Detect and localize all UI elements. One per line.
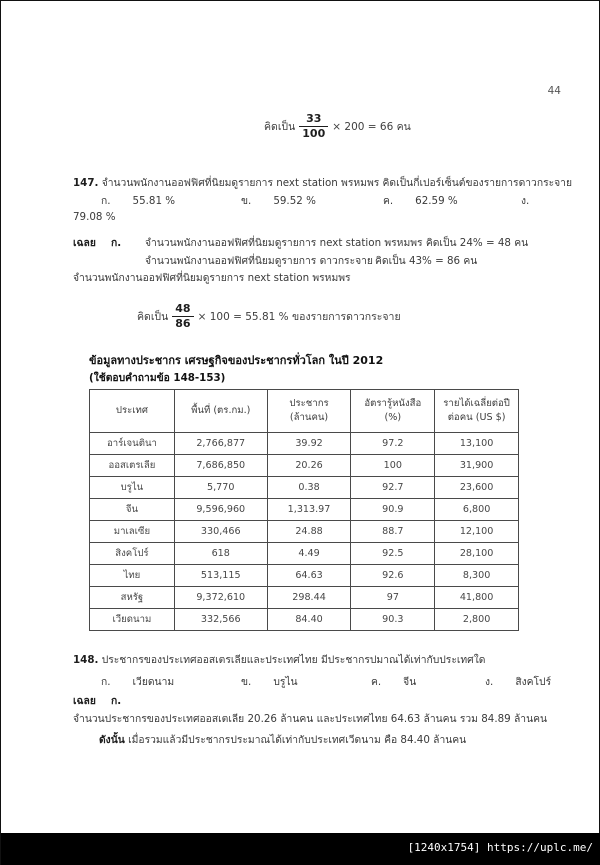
choice-147-d-label: ง. — [521, 195, 530, 207]
cell-area: 9,372,610 — [174, 587, 267, 609]
table-header-country — [90, 390, 175, 433]
formula-147-suffix: × 100 = 55.81 % ของรายการดาวกระจาย — [197, 310, 401, 323]
answer-148-conclusion — [99, 732, 573, 750]
choice-148-c-label: ค. — [371, 676, 382, 688]
table-body — [90, 433, 519, 631]
cell-country: เวียดนาม — [90, 609, 175, 631]
cell-literacy: 100 — [351, 455, 435, 477]
cell-area: 618 — [174, 543, 267, 565]
cell-country: อาร์เจนตินา — [90, 433, 175, 455]
answer-147-line2-right: คิดเป็น 43% = 86 คน — [375, 254, 478, 267]
answer-148-tag: เฉลย — [73, 695, 96, 707]
choice-148-b[interactable] — [241, 673, 298, 690]
table-header-population-l2: (ล้านคน) — [289, 412, 329, 423]
cell-income: 41,800 — [435, 587, 519, 609]
cell-area: 7,686,850 — [174, 455, 267, 477]
choice-147-a-label: ก. — [101, 195, 111, 207]
question-147-text: จำนวนพนักงานออฟฟิศที่นิยมดูรายการ next station พรหมพร คิดเป็นกี่เปอร์เซ็นต์ของรายการดาวกระจาย — [101, 177, 572, 189]
cell-income: 2,800 — [435, 609, 519, 631]
answer-148 — [73, 693, 573, 750]
cell-population: 298.44 — [267, 587, 351, 609]
cell-population: 20.26 — [267, 455, 351, 477]
cell-income: 8,300 — [435, 565, 519, 587]
cell-income: 12,100 — [435, 521, 519, 543]
question-147 — [73, 176, 573, 192]
cell-income: 28,100 — [435, 543, 519, 565]
cell-country: สิงคโปร์ — [90, 543, 175, 565]
choice-148-d-value: สิงคโปร์ — [515, 676, 552, 688]
choice-147-b[interactable] — [241, 193, 316, 209]
table-header-literacy-l2: (%) — [384, 412, 402, 423]
choice-147-b-label: ข. — [241, 195, 252, 207]
formula-top-suffix: × 200 = 66 คน — [332, 120, 411, 133]
choice-148-d[interactable] — [485, 673, 551, 690]
table-row — [90, 543, 519, 565]
table-header-population — [267, 390, 351, 433]
table-header-literacy — [351, 390, 435, 433]
table-row — [90, 521, 519, 543]
cell-area: 330,466 — [174, 521, 267, 543]
choice-147-c[interactable] — [383, 193, 458, 209]
table-header-income-l1: รายได้เฉลี่ยต่อปี — [443, 398, 510, 410]
answer-147-line2 — [145, 253, 573, 271]
answer-147-line3: จำนวนพนักงานออฟฟิศที่นิยมดูรายการ next station พรหมพร — [73, 272, 351, 285]
choice-148-c[interactable] — [371, 673, 416, 690]
table-header-area-l1: พื้นที่ (ตร.กม.) — [191, 405, 251, 417]
formula-top-fraction — [299, 113, 328, 139]
choice-147-c-value: 62.59 % — [415, 195, 458, 207]
cell-country: จีน — [90, 499, 175, 521]
table-row — [90, 433, 519, 455]
formula-147-fraction — [172, 303, 193, 329]
cell-country: บรูไน — [90, 477, 175, 499]
cell-population: 84.40 — [267, 609, 351, 631]
question-147-number: 147. — [73, 177, 99, 189]
table-header-income-l2: ต่อคน (US $) — [447, 412, 506, 423]
cell-population: 24.88 — [267, 521, 351, 543]
cell-literacy: 97.2 — [351, 433, 435, 455]
choice-148-b-label: ข. — [241, 676, 252, 688]
answer-148-choice: ก. — [111, 695, 122, 707]
answer-147-tag: เฉลย — [73, 237, 96, 249]
cell-population: 39.92 — [267, 433, 351, 455]
formula-top-prefix: คิดเป็น — [264, 120, 296, 133]
answer-147-line1: จำนวนพนักงานออฟฟิศที่นิยมดูรายการ next station พรหมพร คิดเป็น 24% = 48 คน — [145, 237, 529, 249]
cell-income: 31,900 — [435, 455, 519, 477]
question-147-choices — [73, 193, 583, 225]
table-header-row — [90, 390, 519, 433]
cell-population: 0.38 — [267, 477, 351, 499]
population-data-table — [89, 389, 519, 631]
answer-147-line2-left: จำนวนพนักงานออฟฟิศที่นิยมดูรายการ ดาวกระจาย — [145, 254, 373, 267]
cell-country: สหรัฐ — [90, 587, 175, 609]
cell-income: 13,100 — [435, 433, 519, 455]
formula-top-numerator: 33 — [306, 112, 322, 125]
question-148-text: ประชากรของประเทศออสเตรเลียและประเทศไทย มีประชากรปมาณได้เท่ากับประเทศใด — [101, 654, 486, 666]
cell-area: 332,566 — [174, 609, 267, 631]
formula-147-denominator: 86 — [172, 316, 193, 330]
question-148-choices — [73, 673, 583, 691]
page-number: 44 — [547, 85, 561, 97]
cell-literacy: 92.6 — [351, 565, 435, 587]
cell-area: 5,770 — [174, 477, 267, 499]
cell-country: ไทย — [90, 565, 175, 587]
choice-148-c-value: จีน — [403, 676, 417, 688]
table-header-population-l1: ประชากร — [289, 398, 329, 410]
answer-148-conclusion-text: เมื่อรวมแล้วมีประชากรประมาณได้เท่ากับประเทศเวีดนาม คือ 84.40 ล้านคน — [128, 734, 467, 747]
cell-literacy: 97 — [351, 587, 435, 609]
cell-population: 4.49 — [267, 543, 351, 565]
choice-row — [73, 193, 583, 209]
cell-country: มาเลเซีย — [90, 521, 175, 543]
table-row — [90, 587, 519, 609]
cell-area: 513,115 — [174, 565, 267, 587]
choice-row-wrap — [73, 209, 583, 225]
table-title: ข้อมูลทางประชากร เศรษฐกิจของประชากรทั่วโลก ในปี 2012 — [89, 354, 384, 367]
cell-literacy: 90.9 — [351, 499, 435, 521]
cell-area: 2,766,877 — [174, 433, 267, 455]
cell-literacy: 88.7 — [351, 521, 435, 543]
answer-148-conclusion-label: ดังนั้น — [99, 734, 125, 747]
cell-population: 64.63 — [267, 565, 351, 587]
choice-148-a[interactable] — [101, 673, 174, 690]
answer-147-choice: ก. — [111, 237, 122, 249]
cell-income: 23,600 — [435, 477, 519, 499]
footer-bar — [1, 833, 600, 865]
formula-147-answer — [137, 303, 401, 329]
answer-147 — [73, 235, 573, 288]
table-row — [90, 609, 519, 631]
page-sheet — [1, 1, 599, 834]
choice-147-b-value: 59.52 % — [273, 195, 316, 207]
choice-148-a-label: ก. — [101, 676, 111, 688]
choice-147-a-value: 55.81 % — [132, 195, 176, 207]
question-148-number: 148. — [73, 654, 99, 666]
table-row — [90, 565, 519, 587]
cell-income: 6,800 — [435, 499, 519, 521]
choice-148-b-value: บรูไน — [273, 676, 298, 688]
footer-watermark-text: [1240x1754] https://uplc.me/ — [407, 841, 593, 854]
cell-area: 9,596,960 — [174, 499, 267, 521]
question-148 — [73, 653, 583, 669]
cell-literacy: 92.7 — [351, 477, 435, 499]
cell-country: ออสเตรเลีย — [90, 455, 175, 477]
formula-top — [264, 113, 411, 139]
cell-literacy: 92.5 — [351, 543, 435, 565]
choice-147-d-value-wrap[interactable] — [73, 209, 116, 225]
table-header-literacy-l1: อัตรารู้หนังสือ — [364, 398, 422, 410]
answer-148-line1: จำนวนประชากรของประเทศออสเตเลีย 20.26 ล้านคน และประเทศไทย 64.63 ล้านคน รวม 84.89 ล้านคน — [73, 712, 548, 725]
table-row — [90, 477, 519, 499]
table-row — [90, 455, 519, 477]
table-header-area — [174, 390, 267, 433]
choice-147-d-value: 79.08 % — [73, 211, 116, 223]
cell-literacy: 90.3 — [351, 609, 435, 631]
table-subtitle: (ใช้ตอบคำถามข้อ 148-153) — [89, 372, 226, 384]
table-header-income — [435, 390, 519, 433]
choice-147-d-label-wrap[interactable] — [521, 193, 529, 209]
formula-top-denominator: 100 — [299, 126, 328, 140]
cell-population: 1,313.97 — [267, 499, 351, 521]
formula-147-numerator: 48 — [175, 302, 191, 315]
choice-147-a[interactable] — [101, 193, 175, 209]
choice-148-d-label: ง. — [485, 676, 494, 688]
table-row — [90, 499, 519, 521]
choice-148-a-value: เวียดนาม — [132, 676, 175, 688]
formula-147-prefix: คิดเป็น — [137, 310, 169, 323]
choice-147-c-label: ค. — [383, 195, 394, 207]
table-header-country-l1: ประเทศ — [115, 405, 148, 417]
